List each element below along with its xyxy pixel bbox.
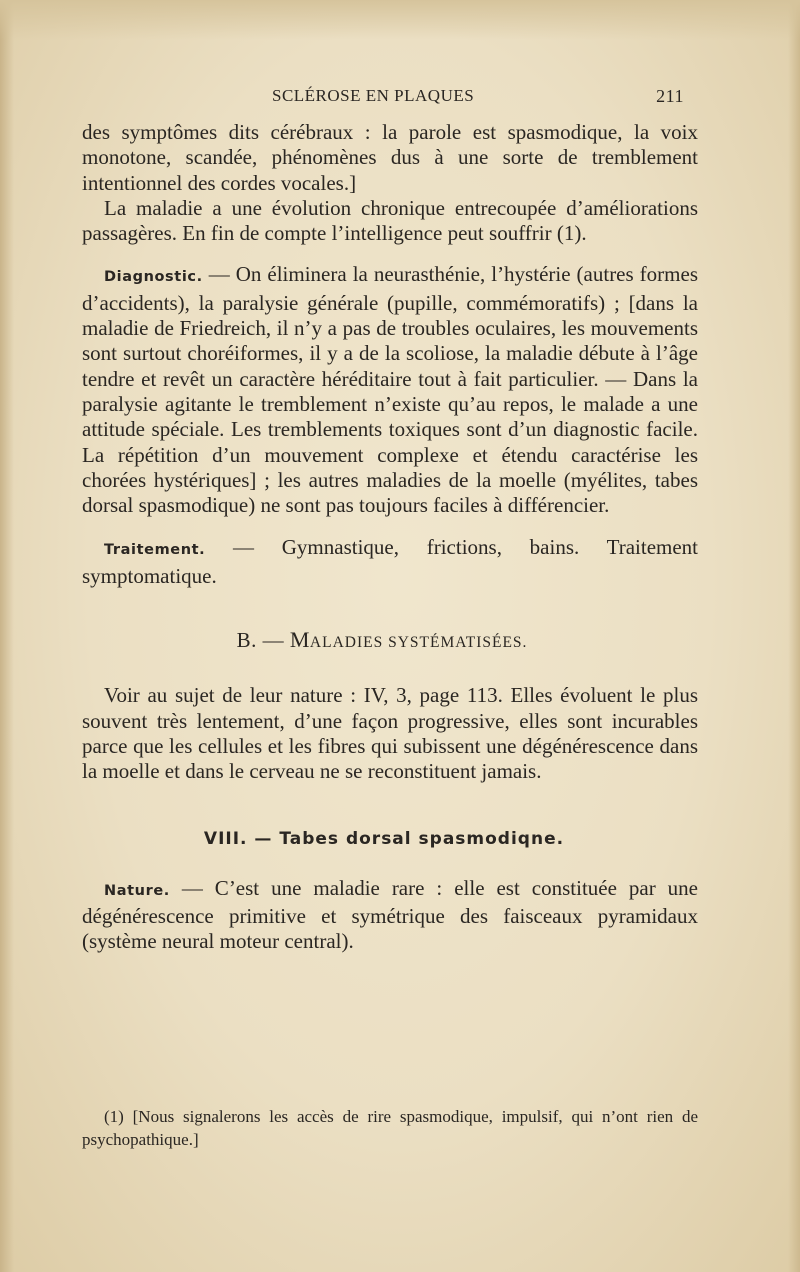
page-edge-left <box>0 0 14 1272</box>
section-heading-b <box>82 627 698 655</box>
diagnostic-text: — On éliminera la neurasthénie, l’hystérie (autres formes d’accidents), la paralysie générale (pupille, commémoratifs) ; [dans la maladie de Friedreich, il n’y a pas de troubles oculaires, les mouvements sont surtout choréiformes, il y a de la scoliose, la maladie débute à l’âge tendre et revêt un caractère héréditaire tout à fait particulier. — Dans la paralysie agitante le tremblement n’existe qu’au repos, le malade a une attitude spéciale. Les tremblements toxiques sont d’un diagnostic facile. La répétition d’un mouvement complexe et étendu caractérise les chorées hystériques] ; les autres maladies de la moelle (myélites, tabes dorsal spasmodique) ne sont pas toujours faciles à différencier. <box>82 262 698 518</box>
nature-text: — C’est une maladie rare : elle est constituée par une dégénérescence primitive et symétrique des faisceaux pyramidaux (système neural moteur central). <box>82 875 698 954</box>
page-edge-right <box>788 0 800 1272</box>
paragraph-continuation: des symptômes dits cérébraux : la parole est spasmodique, la voix monotone, scandée, phénomènes dus à une sorte de tremblement intentionnel des cordes vocales.] <box>82 120 698 195</box>
running-head-title: SCLÉROSE EN PLAQUES <box>272 86 475 105</box>
section-b-prefix: B. — <box>236 628 290 653</box>
paragraph-voir: Voir au sujet de leur nature : IV, 3, page 113. Elles évoluent le plus souvent très lentement, d’une façon progressive, elles sont incurables parce que les cellules et les fibres qui subissent une dégénérescence dans la moelle et dans le cerveau ne se reconstituent jamais. <box>82 683 698 784</box>
paragraph-evolution: La maladie a une évolution chronique entrecoupée d’améliorations passagères. En fin de compte l’intelligence peut souffrir (1). <box>82 195 698 246</box>
footnote-text: (1) [Nous signalerons les accès de rire spasmodique, impulsif, qui n’ont rien de psychopathique.] <box>82 1107 698 1149</box>
section-b-word-2: SYSTÉMATISÉES. <box>388 634 528 652</box>
page-edge-top <box>0 0 800 40</box>
traitement-heading: Traitement. <box>104 542 206 559</box>
running-head <box>82 86 696 110</box>
paragraph-diagnostic <box>82 262 698 518</box>
page-body <box>82 120 698 955</box>
diagnostic-heading: Diagnostic. <box>104 269 203 286</box>
section-b-initial: M <box>289 627 310 653</box>
section-b-word-1: ALADIES <box>309 634 389 652</box>
paragraph-nature <box>82 876 698 955</box>
chapter-heading-viii: VIII. — Tabes dorsal spasmodiqne. <box>203 828 565 849</box>
footnote <box>82 1105 698 1151</box>
page-number: 211 <box>656 86 684 106</box>
paragraph-traitement <box>82 535 698 589</box>
nature-heading: Nature. <box>104 882 170 899</box>
traitement-text: — Gymnastique, frictions, bains. Traitement symptomatique. <box>82 535 698 588</box>
